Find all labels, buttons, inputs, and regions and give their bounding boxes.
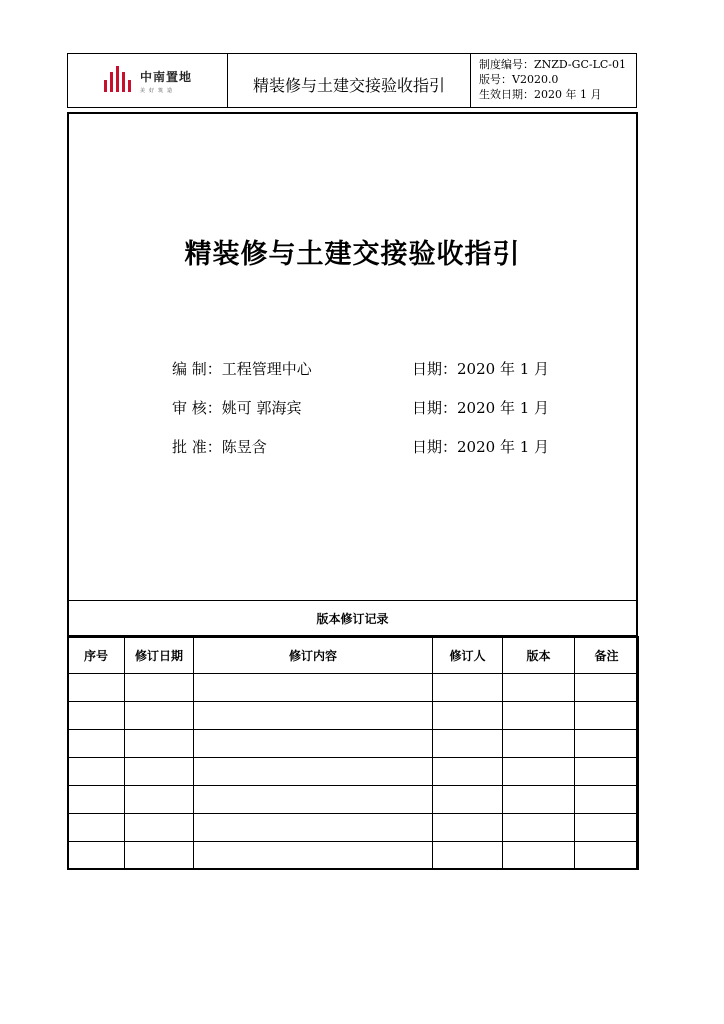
header-meta <box>471 54 637 107</box>
signoff-person: 陈昱含 <box>221 438 267 456</box>
table-row <box>68 702 639 730</box>
table-row <box>68 758 639 786</box>
table-row <box>68 842 639 870</box>
company-logo-text <box>140 68 192 94</box>
document-title: 精装修与土建交接验收指引 <box>184 239 521 270</box>
page-header <box>67 53 637 108</box>
column-header: 版本 <box>503 637 575 674</box>
revision-record-title: 版本修订记录 <box>69 600 636 636</box>
table-header-row <box>68 637 639 674</box>
company-logo-icon <box>104 66 134 92</box>
document-code: 制度编号：ZNZD-GC-LC-01 <box>479 58 627 71</box>
signoff-role: 批 准： <box>172 438 222 456</box>
column-header: 序号 <box>68 637 125 674</box>
signoff-date: 日期：2020 年 1 月 <box>412 399 550 417</box>
signoff-role: 编 制： <box>172 360 222 378</box>
logo-cell <box>68 54 228 107</box>
table-row <box>68 674 639 702</box>
signoff-date: 日期：2020 年 1 月 <box>412 360 550 378</box>
signoff-person: 工程管理中心 <box>221 360 312 378</box>
logo-tagline: 美好筑造 <box>140 88 177 94</box>
table-row <box>68 786 639 814</box>
table-row <box>68 814 639 842</box>
column-header: 备注 <box>575 637 639 674</box>
document-version: 版号：V2020.0 <box>479 73 559 86</box>
signoff-person: 姚可 郭海宾 <box>221 399 302 417</box>
signoff-date: 日期：2020 年 1 月 <box>412 438 550 456</box>
signoff-role: 审 核： <box>172 399 222 417</box>
logo-name: 中南置地 <box>140 70 193 84</box>
column-header: 修订内容 <box>194 637 433 674</box>
column-header: 修订人 <box>433 637 503 674</box>
signoff-reviewed <box>172 397 550 418</box>
effective-date: 生效日期：2020 年 1 月 <box>479 88 602 101</box>
cover-frame <box>67 112 638 870</box>
signoff-compiled <box>172 358 550 379</box>
signoff-approved <box>172 436 550 457</box>
column-header: 修订日期 <box>125 637 194 674</box>
header-title: 精装修与土建交接验收指引 <box>228 54 471 107</box>
table-row <box>68 730 639 758</box>
revision-table <box>67 636 639 870</box>
